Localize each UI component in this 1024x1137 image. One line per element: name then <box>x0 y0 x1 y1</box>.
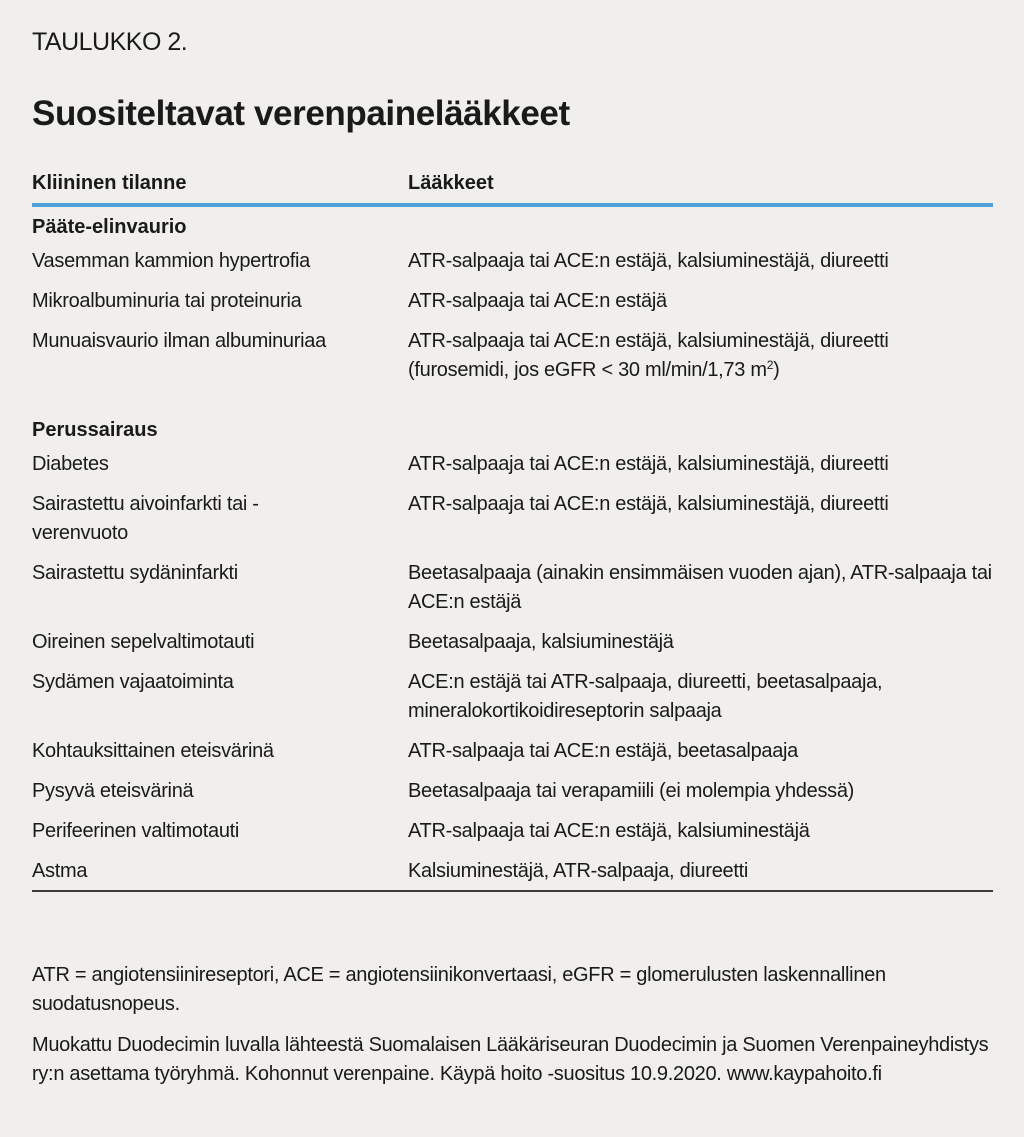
table-row <box>32 247 993 287</box>
section-gap <box>32 396 993 410</box>
table-row <box>32 857 993 890</box>
condition-cell: Pysyvä eteisvärinä <box>32 780 194 802</box>
drugs-text-tail: ) <box>773 359 780 381</box>
table-row <box>32 628 993 668</box>
drugs-cell <box>408 327 993 385</box>
condition-cell: Oireinen sepelvaltimotauti <box>32 631 255 653</box>
table-row <box>32 737 993 777</box>
section-heading: Perussairaus <box>32 419 158 441</box>
section-heading: Pääte-elinvaurio <box>32 216 187 238</box>
drugs-cell: Beetasalpaaja, kalsiuminestäjä <box>408 631 674 653</box>
drugs-cell: ATR-salpaaja tai ACE:n estäjä, kalsiuminestäjä, diureetti <box>408 250 889 272</box>
drug-table <box>32 172 993 892</box>
drugs-cell: ATR-salpaaja tai ACE:n estäjä, kalsiuminestäjä <box>408 820 810 842</box>
table-header <box>32 172 993 201</box>
table-row <box>32 777 993 817</box>
source-note: Muokattu Duodecimin luvalla lähteestä Suomalaisen Lääkäriseuran Duodecimin ja Suomen Verenpaineyhdistys ry:n asettama työryhmä. Kohonnut verenpaine. Käypä hoito -suositus 10.9.2020. www.kaypahoito.fi <box>32 1034 989 1085</box>
condition-cell: Diabetes <box>32 453 109 475</box>
condition-cell: Sydämen vajaatoiminta <box>32 671 234 693</box>
table-row <box>32 817 993 857</box>
table-label: TAULUKKO 2. <box>32 28 188 56</box>
table-row <box>32 668 993 737</box>
drugs-cell: ACE:n estäjä tai ATR-salpaaja, diureetti, beetasalpaaja, mineralokortikoidireseptorin salpaaja <box>408 671 883 722</box>
table-row <box>32 559 993 628</box>
table-bottom-rule <box>32 890 993 892</box>
drugs-cell: ATR-salpaaja tai ACE:n estäjä, kalsiuminestäjä, diureetti <box>408 453 889 475</box>
condition-cell: Sairastettu aivoinfarkti tai -verenvuoto <box>32 493 259 544</box>
drugs-cell: Beetasalpaaja (ainakin ensimmäisen vuoden ajan), ATR-salpaaja tai ACE:n estäjä <box>408 562 992 613</box>
drugs-cell: ATR-salpaaja tai ACE:n estäjä, beetasalpaaja <box>408 740 799 762</box>
condition-cell: Vasemman kammion hypertrofia <box>32 250 311 272</box>
table-row <box>32 490 993 559</box>
table-row <box>32 450 993 490</box>
drugs-cell: ATR-salpaaja tai ACE:n estäjä, kalsiuminestäjä, diureetti <box>408 493 889 515</box>
table-row <box>32 287 993 327</box>
superscript: 2 <box>766 358 774 372</box>
drugs-cell: Beetasalpaaja tai verapamiili (ei molempia yhdessä) <box>408 780 855 802</box>
condition-cell: Munuaisvaurio ilman albuminuriaa <box>32 330 326 352</box>
header-drugs: Lääkkeet <box>408 172 494 194</box>
header-condition: Kliininen tilanne <box>32 172 187 194</box>
condition-cell: Sairastettu sydäninfarkti <box>32 562 238 584</box>
drugs-cell: ATR-salpaaja tai ACE:n estäjä <box>408 290 667 312</box>
table-row <box>32 327 993 396</box>
condition-cell: Kohtauksittainen eteisvärinä <box>32 740 274 762</box>
table-title: Suositeltavat verenpainelääkkeet <box>32 94 570 133</box>
abbreviations-note: ATR = angiotensiinireseptori, ACE = angiotensiinikonvertaasi, eGFR = glomerulusten laskennallinen suodatusnopeus. <box>32 964 886 1015</box>
condition-cell: Astma <box>32 860 88 882</box>
condition-cell: Perifeerinen valtimotauti <box>32 820 240 842</box>
condition-cell: Mikroalbuminuria tai proteinuria <box>32 290 302 312</box>
drugs-cell: Kalsiuminestäjä, ATR-salpaaja, diureetti <box>408 860 749 882</box>
drugs-text: ATR-salpaaja tai ACE:n estäjä, kalsiuminestäjä, diureetti (furosemidi, jos eGFR < 30 ml/min/1,73 m <box>408 330 889 381</box>
